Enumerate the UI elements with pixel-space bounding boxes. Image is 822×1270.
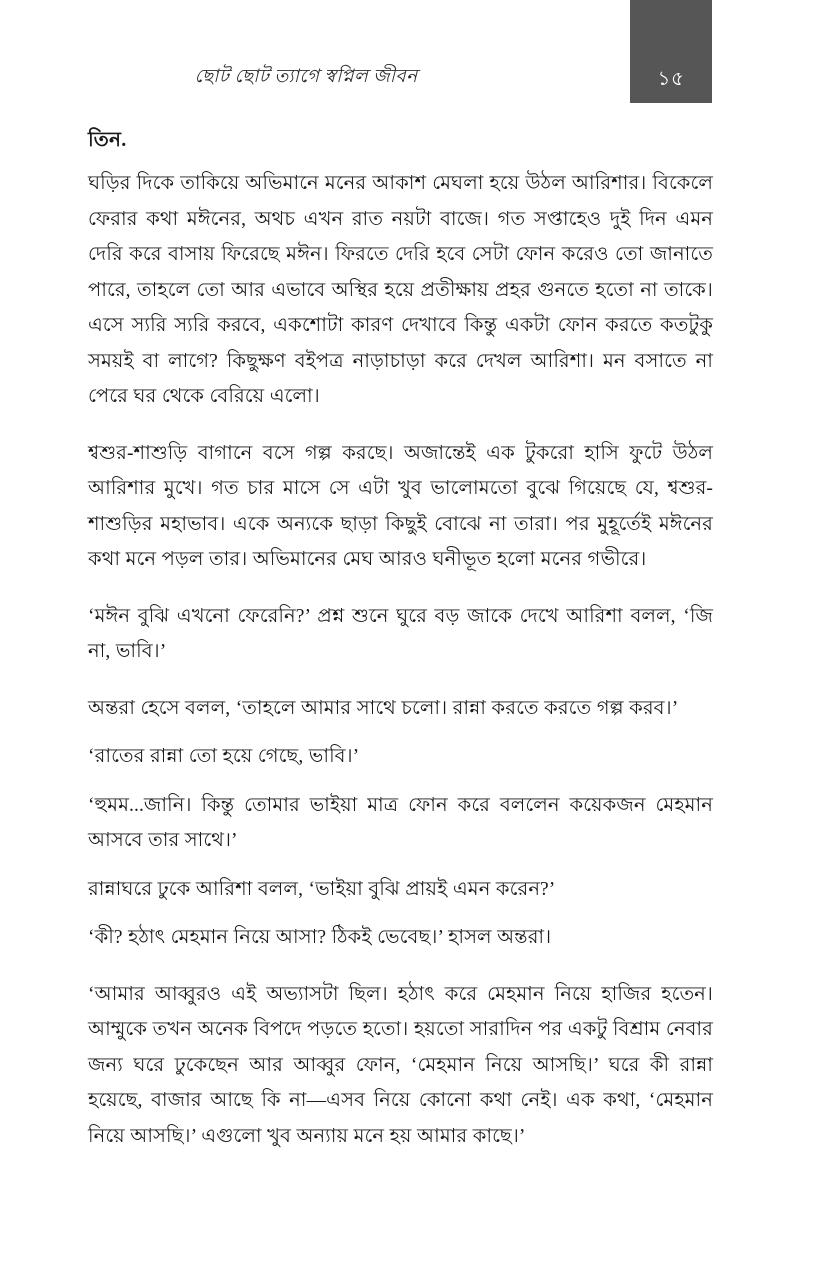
paragraph: অন্তরা হেসে বলল, ‘তাহলে আমার সাথে চলো। রান্না করতে করতে গল্প করব।’ — [88, 697, 679, 719]
paragraph: ‘হুমম...জানি। কিন্তু তোমার ভাইয়া মাত্র ফোন করে বললেন কয়েকজন মেহমান আসবে তার সাথে।’ — [88, 794, 713, 851]
page-content — [88, 128, 713, 1154]
page-number: ১৫ — [657, 68, 685, 90]
paragraph: ‘মঈন বুঝি এখনো ফেরেনি?’ প্রশ্ন শুনে ঘুরে বড় জাকে দেখে আরিশা বলল, ‘জি না, ভাবি।’ — [88, 605, 713, 662]
paragraph: ‘কী? হঠাৎ মেহমান নিয়ে আসা? ঠিকই ভেবেছ।’ হাসল অন্তরা। — [88, 927, 552, 948]
paragraph: রান্নাঘরে ঢুকে আরিশা বলল, ‘ভাইয়া বুঝি প্রায়ই এমন করেন?’ — [88, 878, 556, 900]
paragraph: ‘আমার আব্বুরও এই অভ্যাসটা ছিল। হঠাৎ করে মেহমান নিয়ে হাজির হতেন। আম্মুকে তখন অনেক বিপদে পড়তে হতো। হয়তো সারাদিন পর একটু বিশ্রাম নেবার জন্য ঘরে ঢুকেছেন আর আব্বুর ফোন, ‘মেহমান নিয়ে আসছি।’ ঘরে কী রান্না হয়েছে, বাজার আছে কি না—এসব নিয়ে কোনো কথা নেই। এক কথা, ‘মেহমান নিয়ে আসছি।’ এগুলো খুব অন্যায় মনে হয় আমার কাছে।’ — [88, 983, 713, 1147]
paragraph: ‘রাতের রান্না তো হয়ে গেছে, ভাবি।’ — [88, 746, 360, 767]
paragraph: শ্বশুর-শাশুড়ি বাগানে বসে গল্প করছে। অজান্তেই এক টুকরো হাসি ফুটে উঠল আরিশার মুখে। গত চার মাসে সে এটা খুব ভালোমতো বুঝে গিয়েছে যে, শ্বশুর-শাশুড়ির মহাভাব। একে অন্যকে ছাড়া কিছুই বোঝে না তারা। পর মুহূর্তেই মঈনের কথা মনে পড়ল তার। অভিমানের মেঘ আরও ঘনীভূত হলো মনের গভীরে। — [88, 442, 713, 570]
paragraph: ঘড়ির দিকে তাকিয়ে অভিমানে মনের আকাশ মেঘলা হয়ে উঠল আরিশার। বিকেলে ফেরার কথা মঈনের, অথচ এখন রাত নয়টা বাজে। গত সপ্তাহেও দুই দিন এমন দেরি করে বাসায় ফিরেছে মঈন। ফিরতে দেরি হবে সেটা ফোন করেও তো জানাতে পারে, তাহলে তো আর এভাবে অস্থির হয়ে প্রতীক্ষায় প্রহর গুনতে হতো না তাকে। এসে স্যরি স্যরি করবে, একশোটা কারণ দেখাবে কিন্তু একটা ফোন করতে কতটুকু সময়ই বা লাগে? কিছুক্ষণ বইপত্র নাড়াচাড়া করে দেখল আরিশা। মন বসাতে না পেরে ঘর থেকে বেরিয়ে এলো। — [88, 173, 713, 407]
section-heading: তিন. — [88, 129, 127, 151]
running-head: ছোট ছোট ত্যাগে স্বপ্নিল জীবন — [194, 67, 418, 87]
